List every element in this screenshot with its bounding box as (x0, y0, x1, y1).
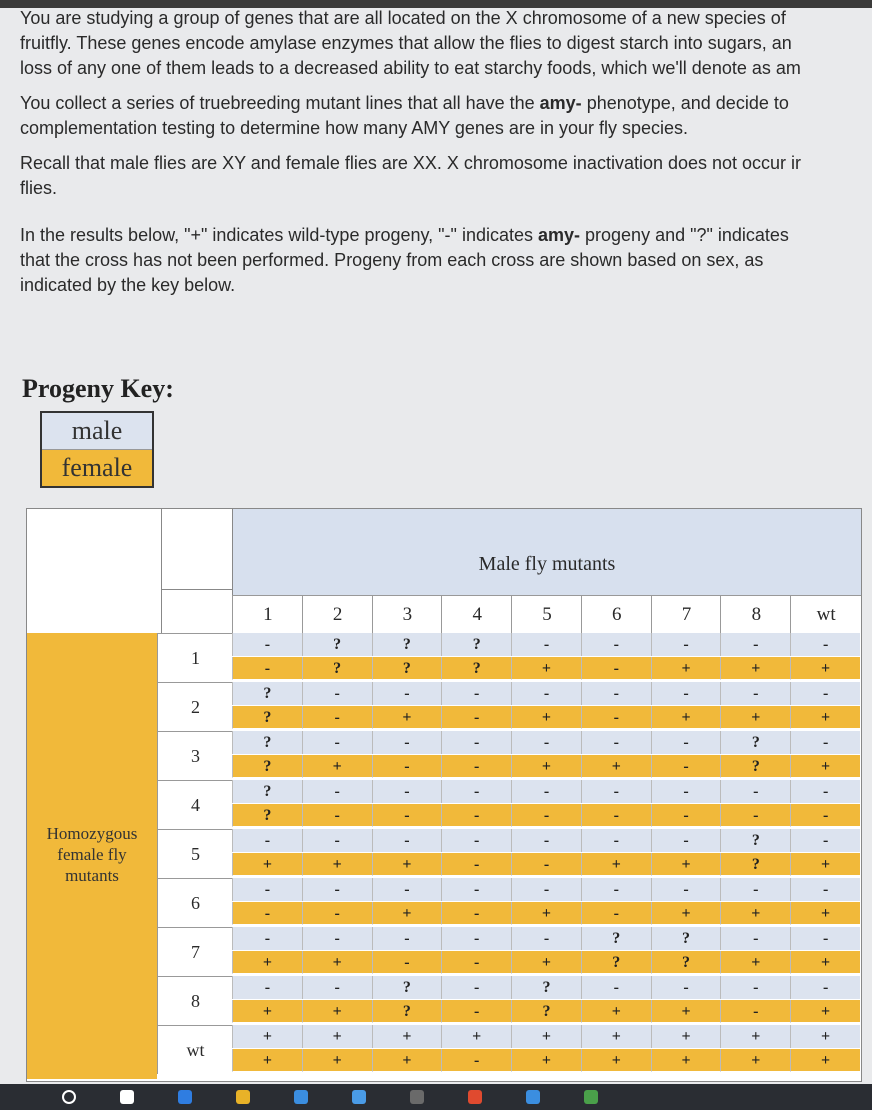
cell-3-4-male: - (441, 731, 511, 754)
cell-4-5-female: - (511, 804, 581, 827)
cell-2-7-female: + (651, 706, 721, 729)
cell-1-7-male: - (651, 633, 721, 656)
cell-8-7-male: - (651, 976, 721, 999)
column-header-wt: wt (790, 595, 861, 634)
app-icon[interactable] (584, 1090, 598, 1104)
cell-7-8-female: + (720, 951, 790, 974)
cell-5-4-female: - (441, 853, 511, 876)
intro-line-3: loss of any one of them leads to a decreased ability to eat starchy foods, which we'll denote as am (20, 58, 801, 78)
cell-2-5-female: + (511, 706, 581, 729)
cell-4-6-female: - (581, 804, 651, 827)
cell-1-7-female: + (651, 657, 721, 680)
column-header-3: 3 (372, 595, 443, 634)
cell-wt-1-male: + (232, 1025, 302, 1048)
cell-3-2-male: - (302, 731, 372, 754)
cell-2-wt-female: + (790, 706, 860, 729)
cell-4-8-female: - (720, 804, 790, 827)
row-label-3: 3 (157, 731, 233, 780)
instructions (20, 6, 872, 308)
cell-6-wt-female: + (790, 902, 860, 925)
progeny-key (40, 411, 154, 488)
cell-1-wt-female: + (790, 657, 860, 680)
cell-7-2-female: + (302, 951, 372, 974)
chrome-icon[interactable] (468, 1090, 482, 1104)
paragraph-results (20, 223, 872, 298)
cell-2-4-female: - (441, 706, 511, 729)
row-label-8: 8 (157, 976, 233, 1025)
cell-2-2-male: - (302, 682, 372, 705)
cell-8-3-male: ? (372, 976, 442, 999)
table-corner-blank-2 (161, 509, 232, 590)
cell-3-6-female: + (581, 755, 651, 778)
cell-6-3-female: + (372, 902, 442, 925)
column-header-1: 1 (232, 595, 303, 634)
cell-3-3-male: - (372, 731, 442, 754)
results-text-a: In the results below, "+" indicates wild-type progeny, "-" indicates (20, 225, 538, 245)
cell-2-5-male: - (511, 682, 581, 705)
column-header-8: 8 (720, 595, 791, 634)
cell-3-1-female: ? (232, 755, 302, 778)
cell-4-wt-male: - (790, 780, 860, 803)
cell-4-2-male: - (302, 780, 372, 803)
results-text-e: indicated by the key below. (20, 275, 236, 295)
cell-3-7-male: - (651, 731, 721, 754)
cell-wt-8-female: + (720, 1049, 790, 1072)
collect-amy-bold: amy- (539, 93, 582, 113)
cell-6-7-male: - (651, 878, 721, 901)
cell-6-5-female: + (511, 902, 581, 925)
cell-5-1-male: - (232, 829, 302, 852)
side-text-line-1: Homozygous (46, 824, 138, 843)
recall-line-2: flies. (20, 178, 58, 198)
cell-7-6-male: ? (581, 927, 651, 950)
collect-text-a: You collect a series of truebreeding mutant lines that all have the (20, 93, 540, 113)
cell-7-wt-female: + (790, 951, 860, 974)
cell-5-8-female: ? (720, 853, 790, 876)
cell-4-4-male: - (441, 780, 511, 803)
start-circle-icon[interactable] (62, 1090, 76, 1104)
paragraph-intro (20, 6, 872, 81)
cell-2-7-male: - (651, 682, 721, 705)
paragraph-collect (20, 91, 872, 141)
cell-wt-2-male: + (302, 1025, 372, 1048)
cell-4-4-female: - (441, 804, 511, 827)
cell-2-wt-male: - (790, 682, 860, 705)
cell-4-wt-female: - (790, 804, 860, 827)
cell-2-8-male: - (720, 682, 790, 705)
cell-wt-6-female: + (581, 1049, 651, 1072)
cell-1-3-female: ? (372, 657, 442, 680)
cell-wt-wt-male: + (790, 1025, 860, 1048)
cell-8-8-female: - (720, 1000, 790, 1023)
cell-1-5-female: + (511, 657, 581, 680)
cell-3-5-male: - (511, 731, 581, 754)
cell-6-6-female: - (581, 902, 651, 925)
edge-icon[interactable] (178, 1090, 192, 1104)
cell-6-5-male: - (511, 878, 581, 901)
cell-wt-7-male: + (651, 1025, 721, 1048)
cell-5-wt-female: + (790, 853, 860, 876)
cell-6-8-female: + (720, 902, 790, 925)
cell-8-6-male: - (581, 976, 651, 999)
mail-icon[interactable] (294, 1090, 308, 1104)
cell-5-8-male: ? (720, 829, 790, 852)
cell-2-3-female: + (372, 706, 442, 729)
cell-7-6-female: ? (581, 951, 651, 974)
cell-3-4-female: - (441, 755, 511, 778)
cell-5-3-female: + (372, 853, 442, 876)
cell-5-7-female: + (651, 853, 721, 876)
cell-8-2-female: + (302, 1000, 372, 1023)
row-label-wt: wt (157, 1025, 233, 1074)
cell-4-8-male: - (720, 780, 790, 803)
cell-2-1-female: ? (232, 706, 302, 729)
cell-2-2-female: - (302, 706, 372, 729)
cell-wt-5-female: + (511, 1049, 581, 1072)
progeny-key-title: Progeny Key: (22, 374, 174, 403)
cell-1-1-female: - (232, 657, 302, 680)
cell-4-3-male: - (372, 780, 442, 803)
cell-5-3-male: - (372, 829, 442, 852)
app-icon[interactable] (526, 1090, 540, 1104)
cell-7-5-male: - (511, 927, 581, 950)
cell-1-8-female: + (720, 657, 790, 680)
cell-4-1-female: ? (232, 804, 302, 827)
cell-3-8-male: ? (720, 731, 790, 754)
cell-7-7-female: ? (651, 951, 721, 974)
cell-8-4-male: - (441, 976, 511, 999)
cell-1-5-male: - (511, 633, 581, 656)
cell-3-6-male: - (581, 731, 651, 754)
cell-1-2-female: ? (302, 657, 372, 680)
row-label-1: 1 (157, 633, 233, 682)
results-text-c: progeny and "?" indicates (580, 225, 789, 245)
cell-3-8-female: ? (720, 755, 790, 778)
cell-5-6-female: + (581, 853, 651, 876)
cell-wt-4-female: - (441, 1049, 511, 1072)
cell-7-1-male: - (232, 927, 302, 950)
cell-4-5-male: - (511, 780, 581, 803)
cell-6-8-male: - (720, 878, 790, 901)
cell-7-5-female: + (511, 951, 581, 974)
cell-7-3-female: - (372, 951, 442, 974)
cell-5-5-female: - (511, 853, 581, 876)
cell-wt-wt-female: + (790, 1049, 860, 1072)
cell-7-wt-male: - (790, 927, 860, 950)
column-header-6: 6 (581, 595, 652, 634)
cell-wt-3-female: + (372, 1049, 442, 1072)
cell-2-8-female: + (720, 706, 790, 729)
table-corner-blank (27, 509, 162, 633)
files-icon[interactable] (236, 1090, 250, 1104)
cell-1-4-female: ? (441, 657, 511, 680)
cell-3-wt-male: - (790, 731, 860, 754)
collect-text-d: complementation testing to determine how many AMY genes are in your fly species. (20, 118, 689, 138)
cell-8-5-male: ? (511, 976, 581, 999)
side-text-line-2: female fly (57, 845, 127, 864)
cell-6-1-female: - (232, 902, 302, 925)
female-mutants-side-header (27, 633, 157, 1079)
cell-wt-3-male: + (372, 1025, 442, 1048)
key-male: male (42, 413, 152, 450)
cell-7-1-female: + (232, 951, 302, 974)
cell-5-1-female: + (232, 853, 302, 876)
cell-5-2-male: - (302, 829, 372, 852)
male-mutants-header-text: Male fly mutants (478, 553, 616, 575)
results-text-d: that the cross has not been performed. Progeny from each cross are shown based on sex, as (20, 250, 764, 270)
cell-8-8-male: - (720, 976, 790, 999)
cell-8-7-female: + (651, 1000, 721, 1023)
cell-3-2-female: + (302, 755, 372, 778)
cell-1-wt-male: - (790, 633, 860, 656)
cell-6-3-male: - (372, 878, 442, 901)
cell-3-wt-female: + (790, 755, 860, 778)
cell-wt-5-male: + (511, 1025, 581, 1048)
cell-4-7-male: - (651, 780, 721, 803)
column-header-7: 7 (651, 595, 722, 634)
cell-4-7-female: - (651, 804, 721, 827)
cell-1-3-male: ? (372, 633, 442, 656)
cell-3-3-female: - (372, 755, 442, 778)
cell-2-6-female: - (581, 706, 651, 729)
cell-5-7-male: - (651, 829, 721, 852)
side-text-line-3: mutants (65, 866, 119, 885)
cell-5-6-male: - (581, 829, 651, 852)
cell-5-2-female: + (302, 853, 372, 876)
cell-7-7-male: ? (651, 927, 721, 950)
column-header-5: 5 (511, 595, 582, 634)
cell-6-2-male: - (302, 878, 372, 901)
cell-7-4-male: - (441, 927, 511, 950)
cell-5-wt-male: - (790, 829, 860, 852)
cell-1-4-male: ? (441, 633, 511, 656)
cell-2-3-male: - (372, 682, 442, 705)
cell-8-wt-male: - (790, 976, 860, 999)
cell-3-7-female: - (651, 755, 721, 778)
cell-wt-1-female: + (232, 1049, 302, 1072)
row-label-5: 5 (157, 829, 233, 878)
column-header-2: 2 (302, 595, 373, 634)
cell-4-2-female: - (302, 804, 372, 827)
cell-8-3-female: ? (372, 1000, 442, 1023)
cell-1-2-male: ? (302, 633, 372, 656)
cell-2-4-male: - (441, 682, 511, 705)
cell-2-6-male: - (581, 682, 651, 705)
cell-6-1-male: - (232, 878, 302, 901)
cell-4-3-female: - (372, 804, 442, 827)
cell-8-1-male: - (232, 976, 302, 999)
cell-8-wt-female: + (790, 1000, 860, 1023)
cell-7-4-female: - (441, 951, 511, 974)
task-view-icon[interactable] (120, 1090, 134, 1104)
results-amy-bold: amy- (537, 225, 581, 245)
column-header-4: 4 (441, 595, 512, 634)
row-label-7: 7 (157, 927, 233, 976)
cell-wt-4-male: + (441, 1025, 511, 1048)
recall-line-1: Recall that male flies are XY and female flies are XX. X chromosome inactivation does not occur ir (20, 153, 802, 173)
cell-5-5-male: - (511, 829, 581, 852)
cell-6-7-female: + (651, 902, 721, 925)
cell-6-wt-male: - (790, 878, 860, 901)
cell-wt-2-female: + (302, 1049, 372, 1072)
cell-1-1-male: - (232, 633, 302, 656)
cell-6-4-female: - (441, 902, 511, 925)
row-label-6: 6 (157, 878, 233, 927)
cell-wt-7-female: + (651, 1049, 721, 1072)
collect-text-c: phenotype, and decide to (581, 93, 789, 113)
cell-7-2-male: - (302, 927, 372, 950)
cell-5-4-male: - (441, 829, 511, 852)
cell-6-2-female: - (302, 902, 372, 925)
cell-8-5-female: ? (511, 1000, 581, 1023)
row-label-4: 4 (157, 780, 233, 829)
cell-2-1-male: ? (232, 682, 302, 705)
cell-1-6-male: - (581, 633, 651, 656)
cell-1-8-male: - (720, 633, 790, 656)
cell-7-8-male: - (720, 927, 790, 950)
cell-4-1-male: ? (232, 780, 302, 803)
cell-7-3-male: - (372, 927, 442, 950)
cell-8-2-male: - (302, 976, 372, 999)
paragraph-recall (20, 151, 872, 201)
cell-wt-6-male: + (581, 1025, 651, 1048)
cell-8-4-female: - (441, 1000, 511, 1023)
cell-8-6-female: + (581, 1000, 651, 1023)
cell-3-5-female: + (511, 755, 581, 778)
windows-taskbar (0, 1084, 872, 1110)
intro-line-1: You are studying a group of genes that are all located on the X chromosome of a new species of (20, 8, 786, 28)
key-female: female (42, 450, 152, 486)
cell-3-1-male: ? (232, 731, 302, 754)
cell-6-4-male: - (441, 878, 511, 901)
cell-1-6-female: - (581, 657, 651, 680)
cell-8-1-female: + (232, 1000, 302, 1023)
complementation-table (26, 508, 862, 1082)
cell-6-6-male: - (581, 878, 651, 901)
store-icon[interactable] (352, 1090, 366, 1104)
cell-wt-8-male: + (720, 1025, 790, 1048)
intro-line-2: fruitfly. These genes encode amylase enzymes that allow the flies to digest starch into sugars, an (20, 33, 792, 53)
cell-4-6-male: - (581, 780, 651, 803)
app-icon[interactable] (410, 1090, 424, 1104)
female-mutants-side-text (27, 823, 157, 886)
row-label-2: 2 (157, 682, 233, 731)
